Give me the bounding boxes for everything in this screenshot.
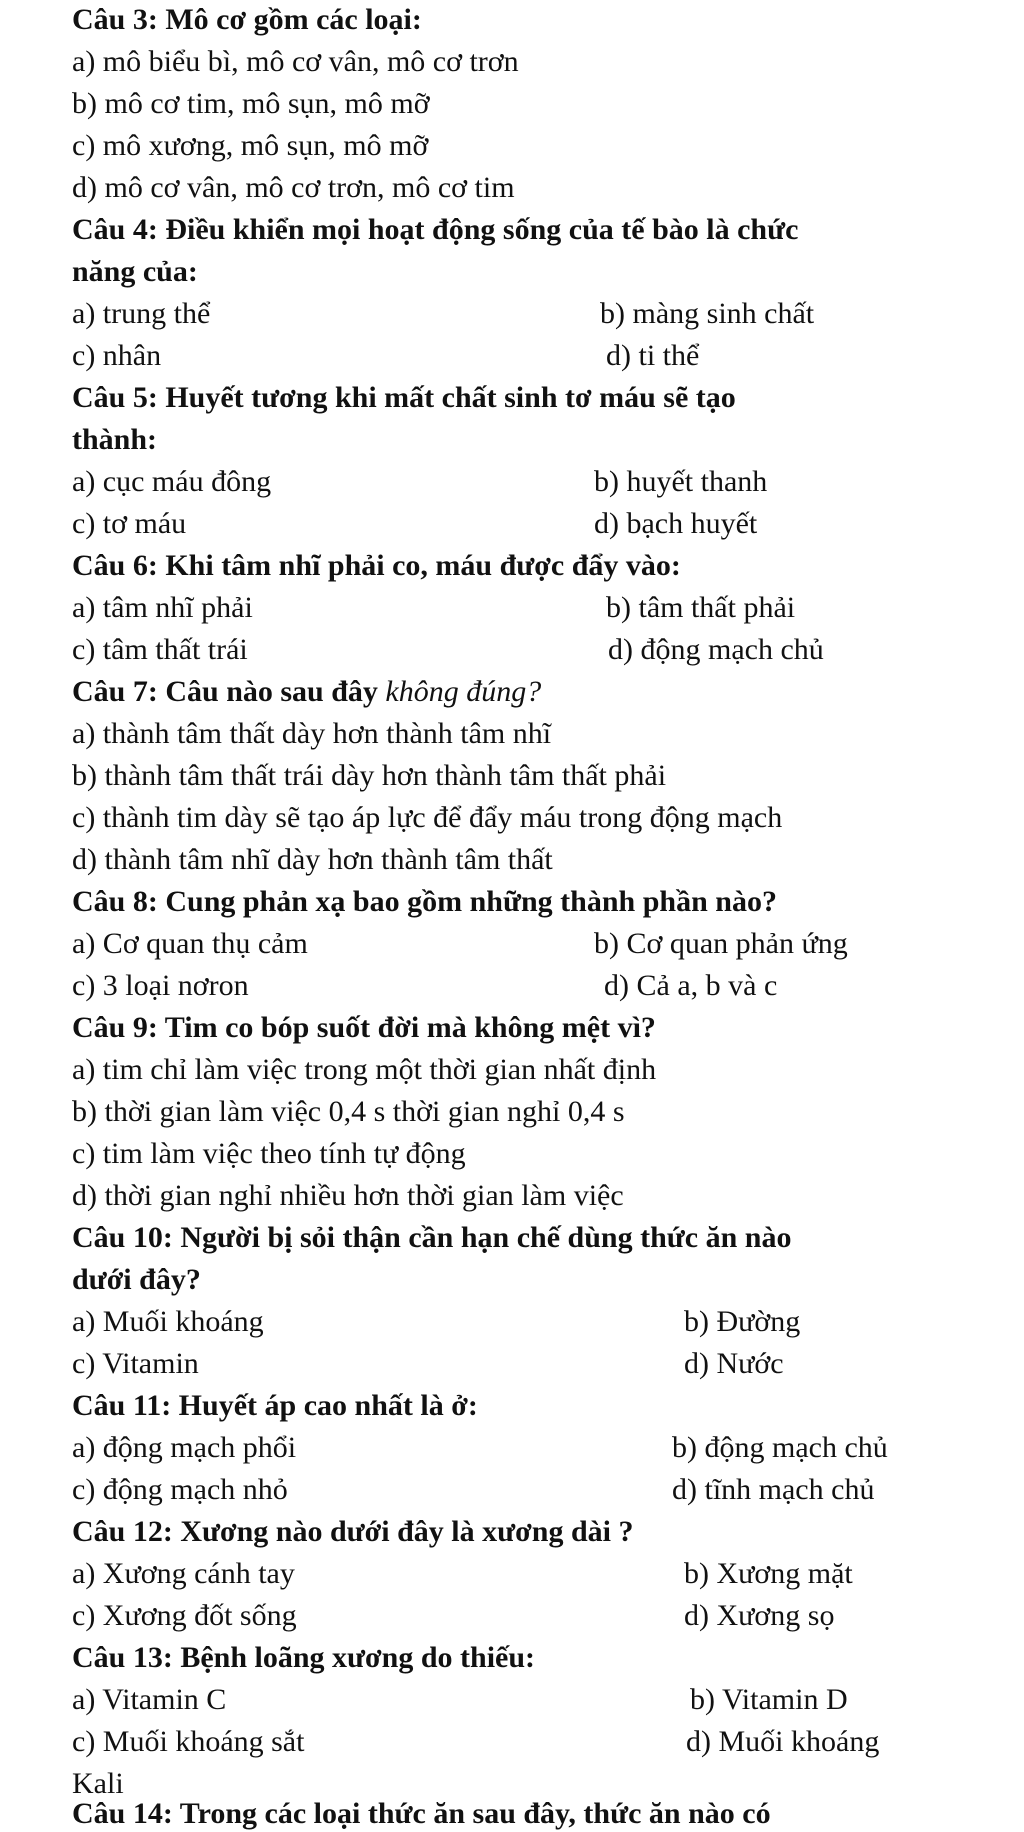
question-3-title: Câu 3: Mô cơ gồm các loại: [72, 3, 422, 36]
question-12-option-d: d) Xương sọ [684, 1599, 835, 1632]
question-8-option-d: d) Cả a, b và c [604, 969, 778, 1002]
question-10-option-a: a) Muối khoáng [72, 1305, 264, 1338]
question-8-option-b: b) Cơ quan phản ứng [594, 927, 848, 960]
question-7-title-line [72, 674, 541, 710]
question-13-option-c: c) Muối khoáng sắt [72, 1725, 305, 1758]
question-11-title: Câu 11: Huyết áp cao nhất là ở: [72, 1389, 478, 1422]
question-10-title-line1: Câu 10: Người bị sỏi thận cần hạn chế dùng thức ăn nào [72, 1221, 792, 1254]
question-4-option-a: a) trung thể [72, 297, 211, 330]
question-14-title-partial: Câu 14: Trong các loại thức ăn sau đây, thức ăn nào có [72, 1797, 771, 1830]
question-7-option-d: d) thành tâm nhĩ dày hơn thành tâm thất [72, 843, 553, 876]
question-12-option-b: b) Xương mặt [684, 1557, 853, 1590]
question-6-option-c: c) tâm thất trái [72, 633, 248, 666]
question-7-option-b: b) thành tâm thất trái dày hơn thành tâm thất phải [72, 759, 667, 792]
question-13-option-b: b) Vitamin D [690, 1683, 848, 1716]
question-8-option-a: a) Cơ quan thụ cảm [72, 927, 308, 960]
question-4-title-line2: năng của: [72, 255, 198, 288]
question-3-option-c: c) mô xương, mô sụn, mô mỡ [72, 129, 429, 162]
question-9-title: Câu 9: Tim co bóp suốt đời mà không mệt vì? [72, 1011, 656, 1044]
question-10-option-d: d) Nước [684, 1347, 784, 1380]
question-11-option-b: b) động mạch chủ [672, 1431, 888, 1464]
question-7-option-c: c) thành tim dày sẽ tạo áp lực để đẩy máu trong động mạch [72, 801, 783, 834]
question-6-option-b: b) tâm thất phải [606, 591, 796, 624]
question-11-option-a: a) động mạch phổi [72, 1431, 297, 1464]
question-4-option-c: c) nhân [72, 339, 162, 372]
question-13-option-d: d) Muối khoáng [686, 1725, 880, 1758]
question-8-option-c: c) 3 loại nơron [72, 969, 249, 1002]
question-5-option-d: d) bạch huyết [594, 507, 758, 540]
question-6-option-d: d) động mạch chủ [608, 633, 824, 666]
question-3-option-d: d) mô cơ vân, mô cơ trơn, mô cơ tim [72, 171, 515, 204]
question-5-option-a: a) cục máu đông [72, 465, 272, 498]
question-10-title-line2: dưới đây? [72, 1263, 201, 1296]
question-7-title-emphasis: không đúng? [385, 675, 542, 708]
question-7-title: Câu 7: Câu nào sau đây [72, 675, 378, 708]
question-4-option-d: d) ti thể [606, 339, 700, 372]
question-12-option-c: c) Xương đốt sống [72, 1599, 297, 1632]
question-7-option-a: a) thành tâm thất dày hơn thành tâm nhĩ [72, 717, 552, 750]
question-11-option-d: d) tĩnh mạch chủ [672, 1473, 875, 1506]
question-9-option-d: d) thời gian nghỉ nhiều hơn thời gian làm việc [72, 1179, 624, 1212]
question-6-title: Câu 6: Khi tâm nhĩ phải co, máu được đẩy vào: [72, 549, 681, 582]
question-5-option-b: b) huyết thanh [594, 465, 768, 498]
question-12-option-a: a) Xương cánh tay [72, 1557, 295, 1590]
question-3-option-b: b) mô cơ tim, mô sụn, mô mỡ [72, 87, 430, 120]
question-9-option-a: a) tim chỉ làm việc trong một thời gian nhất định [72, 1053, 657, 1086]
question-10-option-b: b) Đường [684, 1305, 801, 1338]
question-12-title: Câu 12: Xương nào dưới đây là xương dài ? [72, 1515, 634, 1548]
question-5-title-line2: thành: [72, 423, 158, 456]
question-9-option-b: b) thời gian làm việc 0,4 s thời gian nghỉ 0,4 s [72, 1095, 625, 1128]
question-11-option-c: c) động mạch nhỏ [72, 1473, 288, 1506]
question-6-option-a: a) tâm nhĩ phải [72, 591, 253, 624]
question-4-title-line1: Câu 4: Điều khiển mọi hoạt động sống của tế bào là chức [72, 213, 799, 246]
question-13-option-d-continued: Kali [72, 1767, 124, 1800]
question-5-option-c: c) tơ máu [72, 507, 187, 540]
question-13-title: Câu 13: Bệnh loãng xương do thiếu: [72, 1641, 536, 1674]
question-10-option-c: c) Vitamin [72, 1347, 199, 1380]
question-13-option-a: a) Vitamin C [72, 1683, 227, 1716]
question-5-title-line1: Câu 5: Huyết tương khi mất chất sinh tơ máu sẽ tạo [72, 381, 736, 414]
question-3-option-a: a) mô biểu bì, mô cơ vân, mô cơ trơn [72, 45, 519, 78]
question-4-option-b: b) màng sinh chất [600, 297, 815, 330]
question-8-title: Câu 8: Cung phản xạ bao gồm những thành phần nào? [72, 885, 777, 918]
question-9-option-c: c) tim làm việc theo tính tự động [72, 1137, 466, 1170]
